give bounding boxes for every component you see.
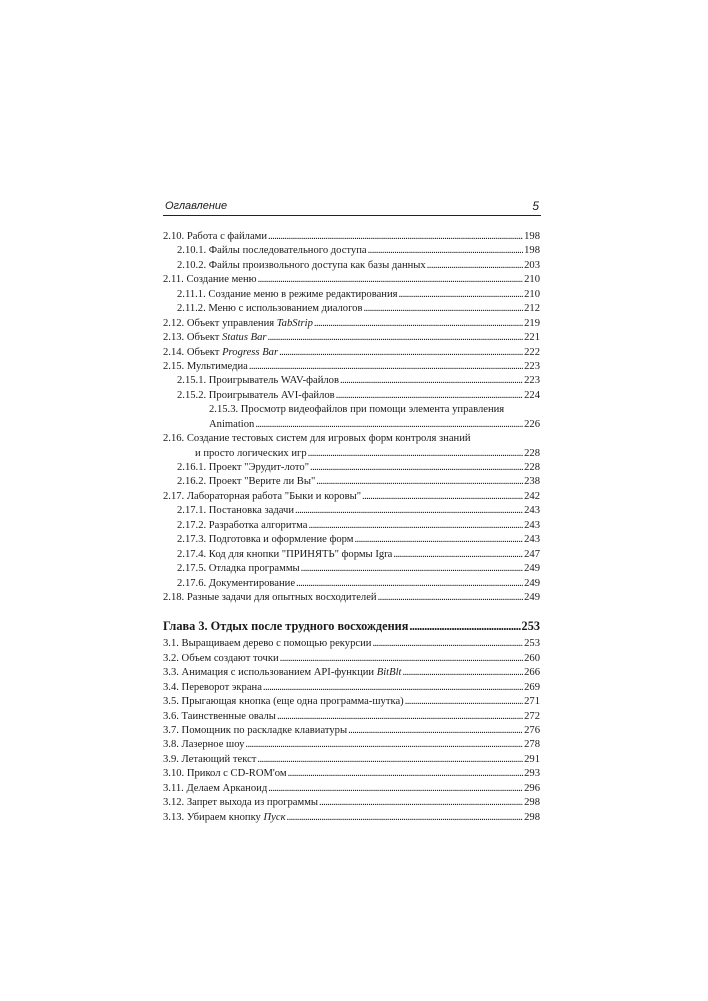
toc-entry[interactable]: 3.1. Выращиваем дерево с помощью рекурсии ..... 253	[163, 637, 540, 651]
toc-entry[interactable]: 2.17.2. Разработка алгоритма ..... 243	[163, 519, 540, 533]
spacer	[163, 605, 540, 618]
toc-entry[interactable]: 3.4. Переворот экрана ..... 269	[163, 681, 540, 695]
toc-entry[interactable]: 2.14. Объект Progress Bar ..... 222	[163, 346, 540, 360]
toc-entry[interactable]: 2.13. Объект Status Bar ..... 221	[163, 331, 540, 345]
toc-entry[interactable]: 2.12. Объект управления TabStrip ..... 219	[163, 317, 540, 331]
toc-entry[interactable]: 2.10.2. Файлы произвольного доступа как базы данных ..... 203	[163, 259, 540, 273]
toc-entry[interactable]: 2.17.5. Отладка программы ..... 249	[163, 562, 540, 576]
chapter-heading[interactable]: Глава 3. Отдых после трудного восхождения ..... 253	[163, 618, 540, 634]
toc-entry[interactable]: 2.11.2. Меню с использованием диалогов ..... 212	[163, 302, 540, 316]
toc-entry[interactable]: 3.10. Прикол с CD-ROM'ом ..... 293	[163, 767, 540, 781]
toc-entry[interactable]: 2.18. Разные задачи для опытных восходителей ..... 249	[163, 591, 540, 605]
toc-entry[interactable]: 3.8. Лазерное шоу ..... 278	[163, 738, 540, 752]
toc-entry[interactable]: 2.17.1. Постановка задачи ..... 243	[163, 504, 540, 518]
running-header	[163, 198, 541, 216]
toc-entry[interactable]: 2.15.2. Проигрыватель AVI-файлов ..... 224	[163, 389, 540, 403]
header-title: Оглавление	[165, 200, 228, 212]
toc-entry[interactable]: 2.16.1. Проект "Эрудит-лото" ..... 228	[163, 461, 540, 475]
toc-entry[interactable]: 2.17.4. Код для кнопки "ПРИНЯТЬ" формы Igra ..... 247	[163, 548, 540, 562]
toc-entry[interactable]: 2.15.1. Проигрыватель WAV-файлов ..... 223	[163, 374, 540, 388]
toc-entry[interactable]: 3.6. Таинственные овалы ..... 272	[163, 710, 540, 724]
toc-entry[interactable]: 2.16.2. Проект "Верите ли Вы" ..... 238	[163, 475, 540, 489]
toc-entry[interactable]: 2.17. Лабораторная работа "Быки и коровы" ..... 242	[163, 490, 540, 504]
toc-entry[interactable]: 3.7. Помощник по раскладке клавиатуры ..... 276	[163, 724, 540, 738]
toc-entry[interactable]: 2.11.1. Создание меню в режиме редактирования ..... 210	[163, 288, 540, 302]
toc-entry[interactable]: Animation ..... 226	[163, 418, 540, 432]
toc-entry[interactable]: 2.15. Мультимедиа ..... 223	[163, 360, 540, 374]
toc-entry[interactable]: 2.11. Создание меню ..... 210	[163, 273, 540, 287]
toc-entry[interactable]: 3.9. Летающий текст ..... 291	[163, 753, 540, 767]
table-of-contents	[163, 230, 540, 825]
toc-entry-line1[interactable]: 2.15.3. Просмотр видеофайлов при помощи элемента управления	[209, 404, 505, 416]
toc-entry[interactable]: 3.13. Убираем кнопку Пуск ..... 298	[163, 811, 540, 825]
toc-entry[interactable]: 3.2. Объем создают точки ..... 260	[163, 652, 540, 666]
page-number: 5	[532, 199, 539, 213]
toc-entry[interactable]: 3.12. Запрет выхода из программы ..... 298	[163, 796, 540, 810]
toc-entry-line1[interactable]: 2.16. Создание тестовых систем для игровых форм контроля знаний	[163, 433, 471, 445]
toc-entry[interactable]: 2.10.1. Файлы последовательного доступа ..... 198	[163, 244, 540, 258]
toc-entry[interactable]: 2.17.3. Подготовка и оформление форм ..... 243	[163, 533, 540, 547]
toc-entry[interactable]: 3.11. Делаем Арканоид ..... 296	[163, 782, 540, 796]
toc-entry[interactable]: 2.10. Работа с файлами ..... 198	[163, 230, 540, 244]
toc-entry[interactable]: и просто логических игр ..... 228	[163, 447, 540, 461]
toc-entry[interactable]: 2.17.6. Документирование ..... 249	[163, 577, 540, 591]
toc-entry[interactable]: 3.5. Прыгающая кнопка (еще одна программа-шутка) ..... 271	[163, 695, 540, 709]
toc-entry[interactable]: 3.3. Анимация с использованием API-функции BitBlt ..... 266	[163, 666, 540, 680]
